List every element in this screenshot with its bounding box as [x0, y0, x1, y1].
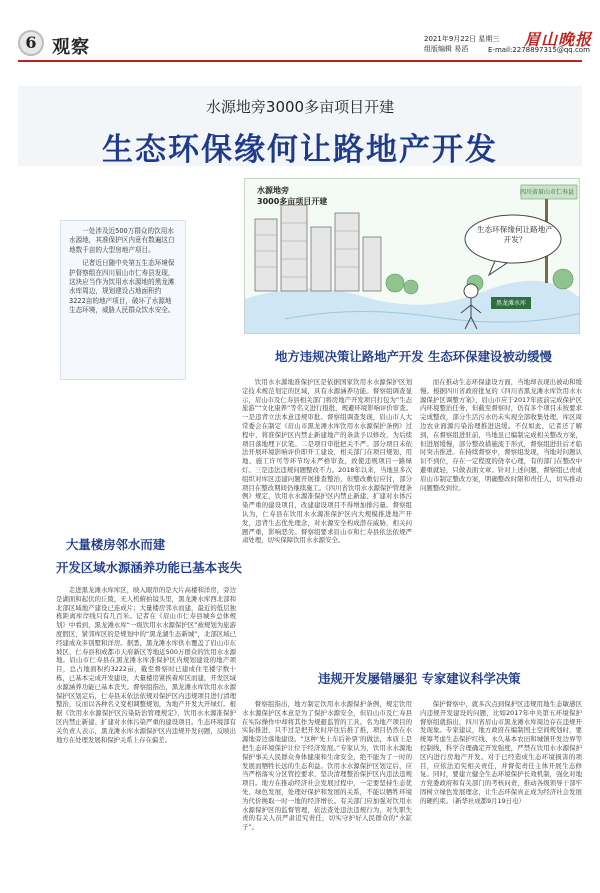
subheading-2-line1: 大量楼房邻水而建 [66, 537, 166, 552]
body-column-bottom-middle [242, 700, 412, 880]
summary-paragraph: 记者近日随中央第五生态环境保护督察组在四川眉山市仁寿县发现，这块应当作为饮用水水源地的黑龙滩水库周边，规划建设占地面积约3222亩的地产项目，破坏了水源地生态环境，威胁人民群众饮水安全。 [69, 259, 175, 315]
email-address: E-mail:2278897315@qq.com [488, 46, 590, 54]
body-column-middle [242, 378, 412, 660]
body-column-bottom-right [420, 700, 582, 880]
subheading-2-line2: 开发区域水源涵养功能已基本丧失 [56, 560, 242, 575]
body-text: 饮用水水源地准保护区是依据国家饮用水水源保护区划定技术规范划定的区域，具有水源涵养功能。督察组调查显示，眉山市及仁寿县相关部门将房地产开发项目打包为“生态旅游”“文化康养”等名义进行报批，规避环境影响评价审查。一是违背立法本意违规审批。督察组调查发现，眉山市人大常委会在制定《眉山市黑龙滩水库饮用水水源保护条例》过程中，将准保护区内禁止新建地产的条款予以修改，为后续项目落地埋下伏笔。二是项目审批把关不严。部分项目未依法开展环境影响评价即开工建设，相关部门在项目规划、用地、施工许可等环节均未严格审查，致使违规项目一路绿灯。三是违法违规问题整改不力。2018年以来，当地虽多次组织对库区违建问题开展排查整治，但整改敷衍应付，部分项目在整改期间仍继续施工。《四川省饮用水水源保护管理条例》规定，饮用水水源准保护区内禁止新建、扩建对水体污染严重的建设项目，改建建设项目不得增加排污量。督察组认为，仁寿县在饮用水水源准保护区内大规模推进地产开发，违背生态优先理念，对水源安全构成潜在威胁，相关问题严重，影响恶劣。督察组要求眉山市和仁寿县依法依规严肃处理，切实保障饮用水水源安全。 [242, 378, 412, 545]
body-column-right [420, 378, 582, 660]
cartoon-sign: 四川省眉山市仁寿县 [519, 189, 574, 196]
headline-title: 生态环保缘何让路地产开发 [102, 132, 498, 168]
newspaper-logo: 眉山晚报 [524, 30, 593, 49]
headline-kicker: 水源地旁3000多亩项目开建 [205, 98, 395, 116]
page-header [0, 0, 600, 62]
page-number-badge: 6 [18, 30, 44, 56]
body-text: 保护督察中，就多次点到保护区违规用地生态敏感区内违规开发建设的问题，比如2017年中央第五环境保护督察组就指出，四川省眉山市黑龙滩水库周边存在违规开发现象。专家建议，地方政府在编制国土空间规划时，要统筹考虑生态保护红线、永久基本农田和城镇开发边界等控制线，科学合理确定开发强度，严禁在饮用水水源保护区内进行房地产开发。对于已经造成生态环境损害的项目，应依法追究相关责任，并督促责任主体开展生态修复。同时，要建立健全生态环境保护长效机制，强化对地方党委政府和有关部门的考核问责，推动各级领导干部牢固树立绿色发展理念，让生态环保真正成为经济社会发展的硬约束。（新华社成都9月19日电） [420, 700, 582, 805]
summary-box [60, 220, 186, 380]
section-name: 观察 [52, 37, 90, 58]
cartoon-reservoir-sign: 黑龙滩水库 [495, 300, 526, 307]
editor-line: 组版编辑 易滔 [424, 45, 469, 53]
header-rule [18, 60, 582, 62]
subheading-3: 违规开发屡错屡犯 专家建议科学决策 [318, 671, 521, 686]
issue-date: 2021年9月22日 星期三 [424, 35, 500, 43]
subheading-1: 地方违规决策让路地产开发 生态环保建设被动缓慢 [275, 349, 552, 364]
body-text: 而在推动生态环保建设方面，当地却表现出被动和缓慢。根据四川省政府批复的《四川省黑龙滩水库饮用水水源保护区调整方案》，眉山市应于2017年底前完成保护区内环境整治任务，但截至督察时，仍有多个项目未按要求完成整改，部分生活污水仍未实现全部收集处理，库区周边农业面源污染治理推进迟缓。不仅如此，记者还了解到，在督察组进驻前，当地虽已编制完成相关整改方案，但进展缓慢，部分整改措施流于形式，督察组进驻后才临时突击推进。在持续督察中，督察组发现，当地对问题认识不到位，存在一定程度的侥幸心理，有的部门在整改中避重就轻，只做表面文章。针对上述问题，督察组已责成眉山市制定整改方案，明确整改时限和责任人，切实推动问题整改到位。 [420, 378, 582, 492]
body-text: 督察组指出，地方制定饮用水水源保护条例，规定饮用水水源保护区本意是为了保护水源安全，但眉山市及仁寿县在实际操作中却将其作为规避监管的工具。名为地产项目的实际推进，只不过是把开发时序往后推了推，项目仍然在水源地旁边落地建设。“这种‘先上车后补票’的做法，本质上是把生态环境保护让位于经济发展。”专家认为，饮用水水源地保护事关人民群众身体健康和生命安全，绝不能为了一时的发展而牺牲长远的生态利益。饮用水水源保护区划定后，应当严格落实分区管控要求，坚决清理整治保护区内违法违规项目。地方在推动经济社会发展过程中，一定要坚持生态优先、绿色发展，处理好保护和发展的关系，不能以牺牲环境为代价换取一时一地的经济增长。有关部门应加强对饮用水水源保护区的监督管理，依法查处违法违规行为，对失职失责的有关人员严肃追究责任，切实守护好人民群众的“水缸子”。 [242, 700, 412, 832]
cartoon-caption: 水源地旁 3000多亩项目开建 [257, 186, 328, 206]
body-column-left [56, 586, 236, 876]
summary-paragraph: 一处涉及近500万群众的饮用水水源地，其准保护区内竟有数遍这白地数千亩的大型房地产项目。 [69, 227, 175, 254]
body-text: 走进黑龙滩水库库区，映入眼帘的是大片高楼和洋房，旁边是湖面和起伏的丘陵，无人机俯拍镜头里，黑龙滩水库西北部和北部区域地产建设已连成片；大量楼房邻水而建，最近的低层独栋距离库岸线只有几百米。记者在《眉山市仁寿县城乡总体规划》中看到，黑龙滩水库“一级饮用水水源保护区”被规划为旅游度假区，紧邻库区的是规划中的“黑龙湖生态新城”，北部区域已经建成众多别墅和洋房。据悉，黑龙滩水库供水覆盖了眉山市东坡区、仁寿县和成都市天府新区等地近500万群众的饮用水水源地。眉山市仁寿县在黑龙滩水库准保护区内规划建设的地产项目，总占地面积约3222亩，截至督察时已建成住宅楼宇数十栋，已基本完成开发建设，大量楼房紧挨着库区而建，开发区域水源涵养功能已基本丧失。督察组指出，黑龙滩水库饮用水水源保护区划定后，仁寿县未依法依规对保护区内违规项目进行清理整治，反而以各种名义变相调整规划，为地产开发大开绿灯。根据《饮用水水源保护区污染防治管理规定》，饮用水水源准保护区内禁止新建、扩建对水体污染严重的建设项目。生态环境部有关负责人表示，黑龙滩水库水源保护区内违规开发问题，反映出地方在处理发展和保护关系上存在偏差。 [56, 586, 236, 744]
cartoon-illustration [244, 178, 580, 334]
cartoon-speech-bubble: 生态环保缘何让路地产开发？ [477, 225, 553, 244]
